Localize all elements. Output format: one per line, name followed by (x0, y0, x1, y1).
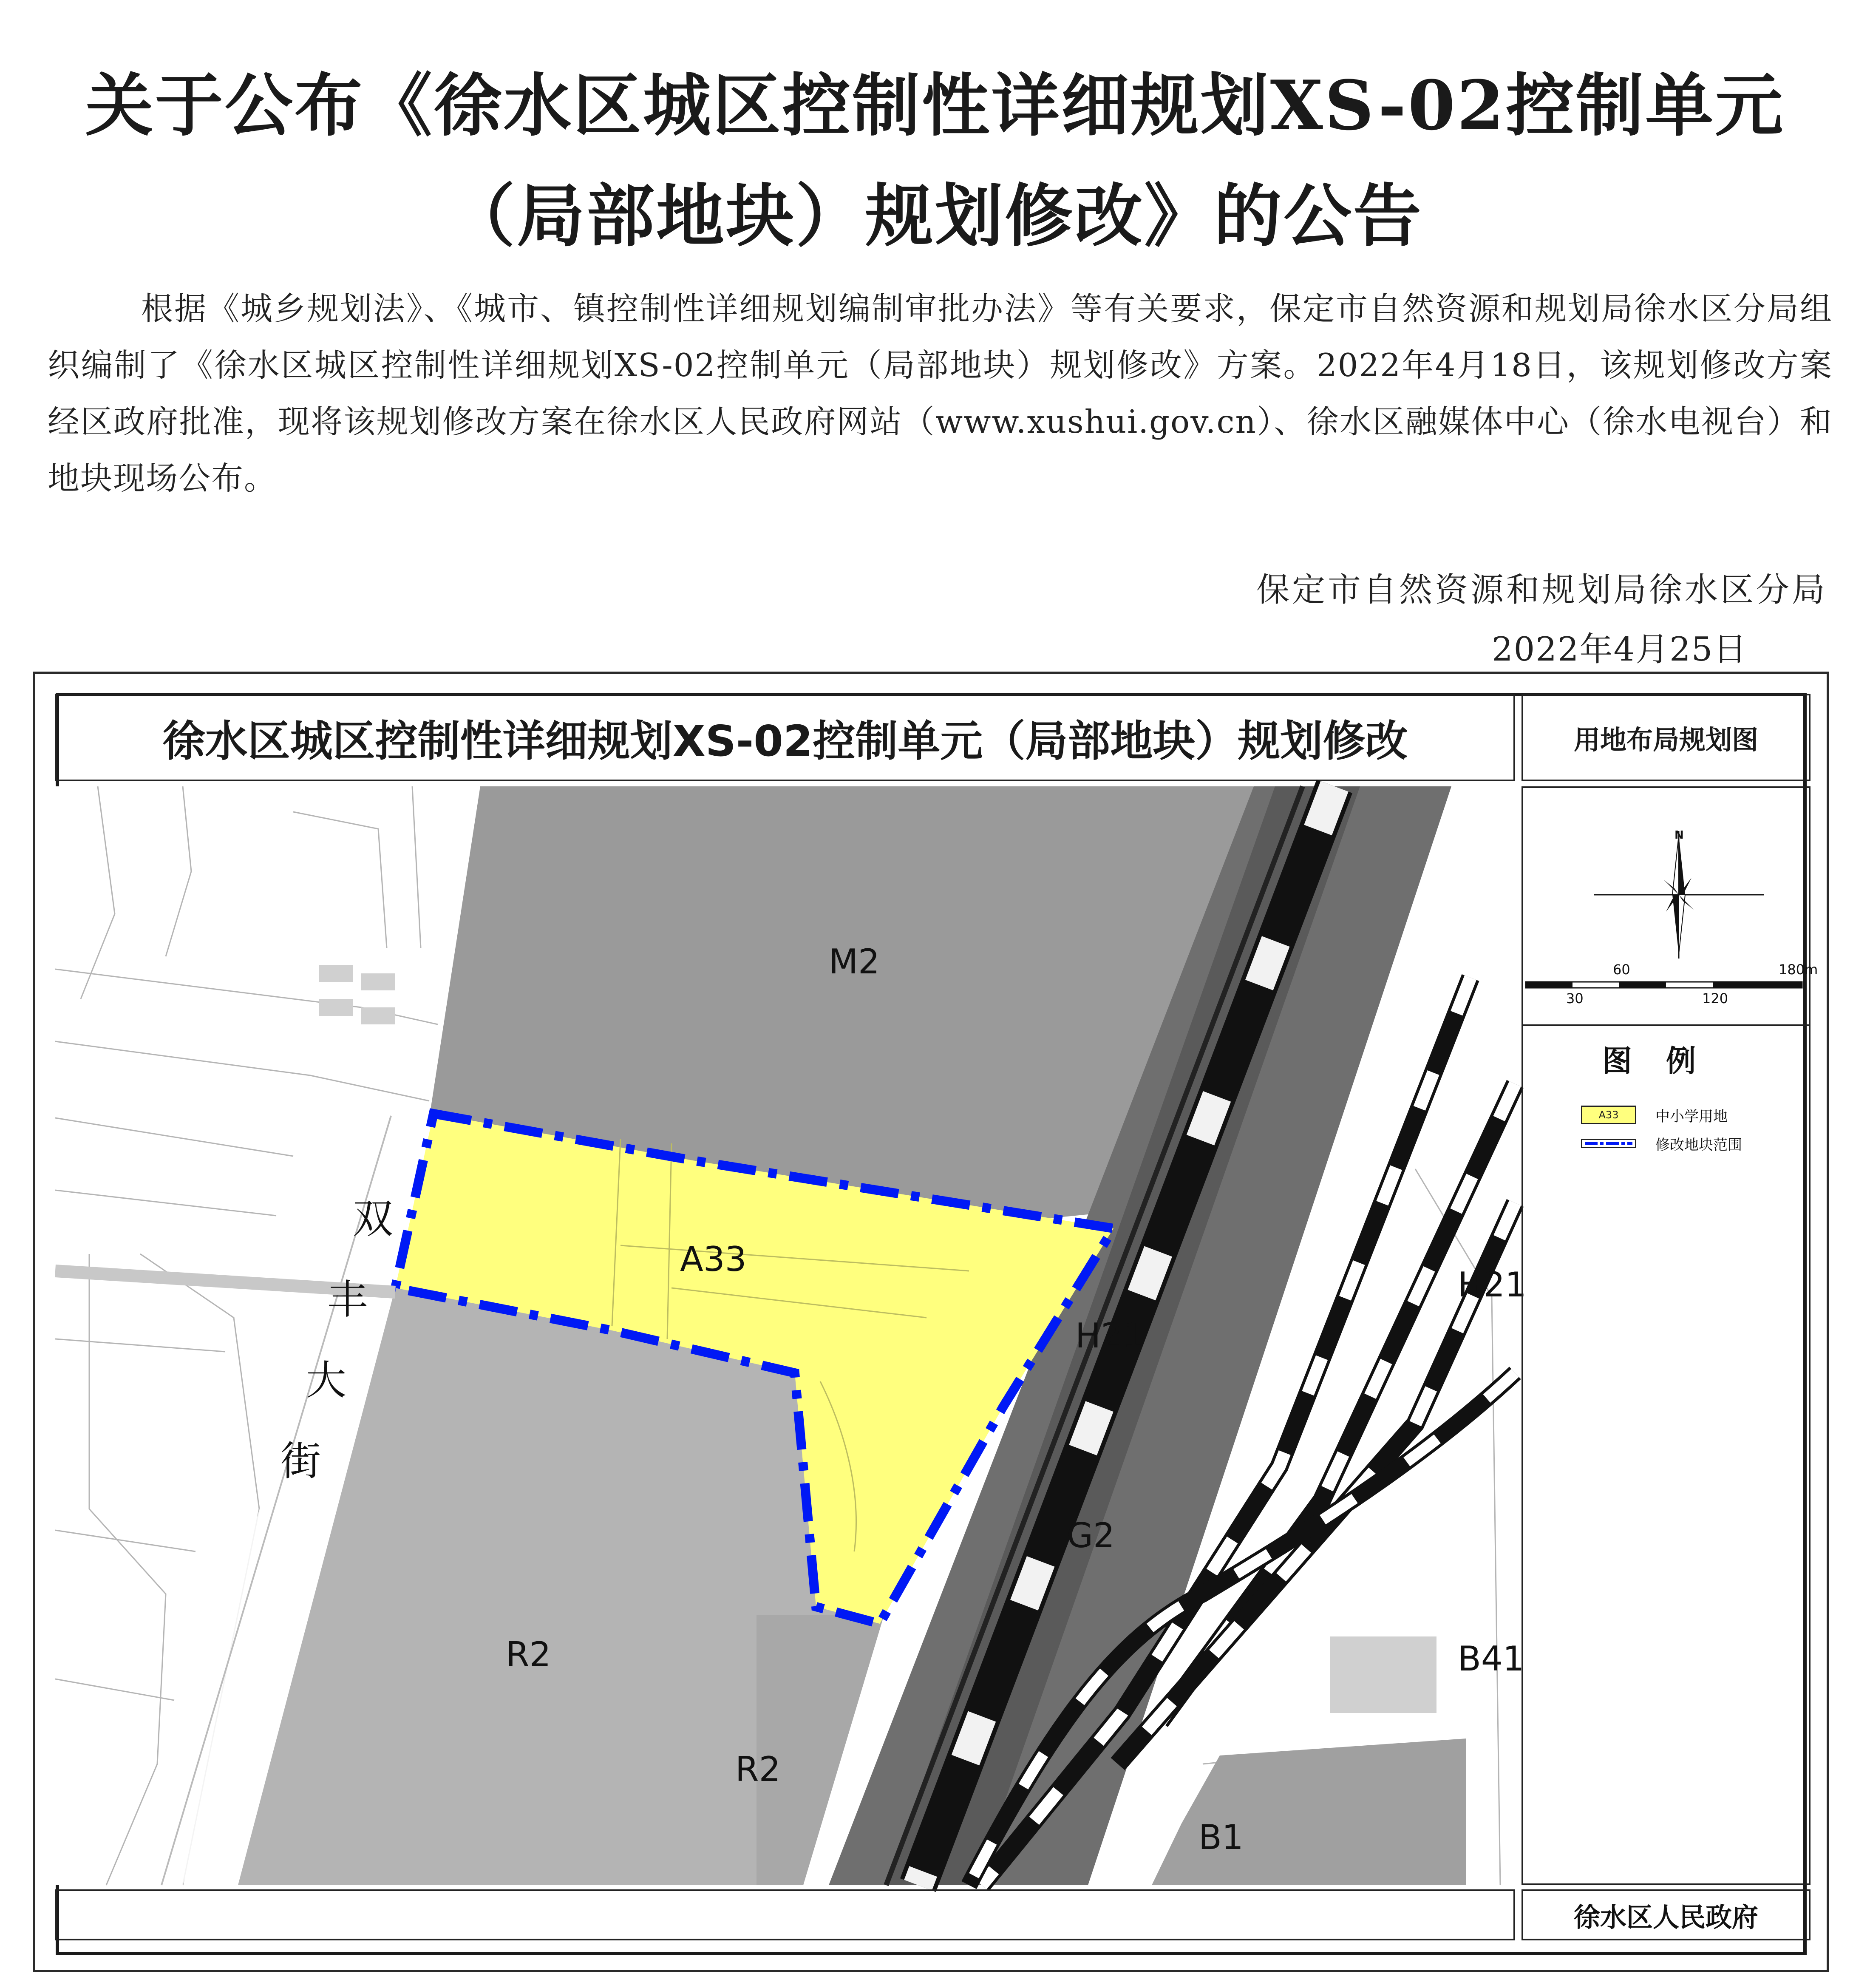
north-label: N (1674, 829, 1684, 842)
map-side-title: 用地布局规划图 (1522, 694, 1810, 781)
scale-bar (1524, 963, 1804, 1014)
zone-label-h21-right: H21 (1458, 1265, 1527, 1305)
street-name-char-1: 双 (353, 1196, 394, 1242)
issuer-name: 保定市自然资源和规划局徐水区分局 (1256, 571, 1828, 609)
legend-swatch-a33: A33 (1581, 1106, 1636, 1124)
map-footer-authority: 徐水区人民政府 (1522, 1889, 1810, 1940)
zone-label-r2-south: R2 (735, 1750, 781, 1789)
scale-label-60: 60 (1613, 961, 1630, 978)
zone-label-g2: G2 (1067, 1516, 1115, 1555)
legend-label-boundary: 修改地块范围 (1655, 1136, 1742, 1154)
zone-label-m2: M2 (829, 942, 880, 981)
legend-divider (1522, 1024, 1810, 1026)
land-use-map-svg (55, 786, 1527, 1885)
scale-label-120: 120 (1702, 990, 1728, 1007)
street-name-char-3: 大 (306, 1357, 347, 1404)
zone-label-b1: B1 (1198, 1818, 1244, 1857)
zone-label-r2-west: R2 (506, 1635, 551, 1674)
notice-title-line-1: 关于公布《徐水区城区控制性详细规划XS-02控制单元 (85, 65, 1785, 145)
scale-label-30: 30 (1566, 990, 1584, 1007)
zone-label-b41: B41 (1458, 1639, 1524, 1679)
legend-item-boundary (1581, 1133, 1742, 1154)
north-arrow-icon (1594, 827, 1764, 963)
zone-label-h21-left: H21 (1075, 1316, 1144, 1356)
notice-body-paragraph: 根据《城乡规划法》、《城市、镇控制性详细规划编制审批办法》等有关要求，保定市自然资源和规划局徐水区分局组织编制了《徐水区城区控制性详细规划XS-02控制单元（局部地块）规划修改》方案。2022年4月18日，该规划修改方案经区政府批准，现将该规划修改方案在徐水区人民政府网站（www.xushui.gov.cn）、徐水区融媒体中心（徐水电视台）和地块现场公布。 (48, 290, 1833, 497)
legend-title: 图例 (1602, 1044, 1730, 1078)
zone-label-a33: A33 (680, 1239, 747, 1279)
notice-title-line-2: （局部地块）规划修改》的公告 (447, 176, 1423, 256)
legend-label-school-land: 中小学用地 (1655, 1108, 1728, 1125)
issue-date: 2022年4月25日 (1492, 630, 1748, 669)
notice-body (48, 281, 1833, 507)
scale-label-180m: 180m (1779, 961, 1818, 978)
legend-swatch-boundary (1581, 1139, 1636, 1148)
map-header-title: 徐水区城区控制性详细规划XS-02控制单元（局部地块）规划修改 (55, 694, 1515, 781)
street-name-char-2: 丰 (327, 1276, 368, 1323)
street-name-char-4: 街 (280, 1438, 321, 1485)
legend-item-a33 (1581, 1104, 1728, 1126)
land-use-map (55, 786, 1527, 1885)
map-footer-left (55, 1889, 1515, 1940)
